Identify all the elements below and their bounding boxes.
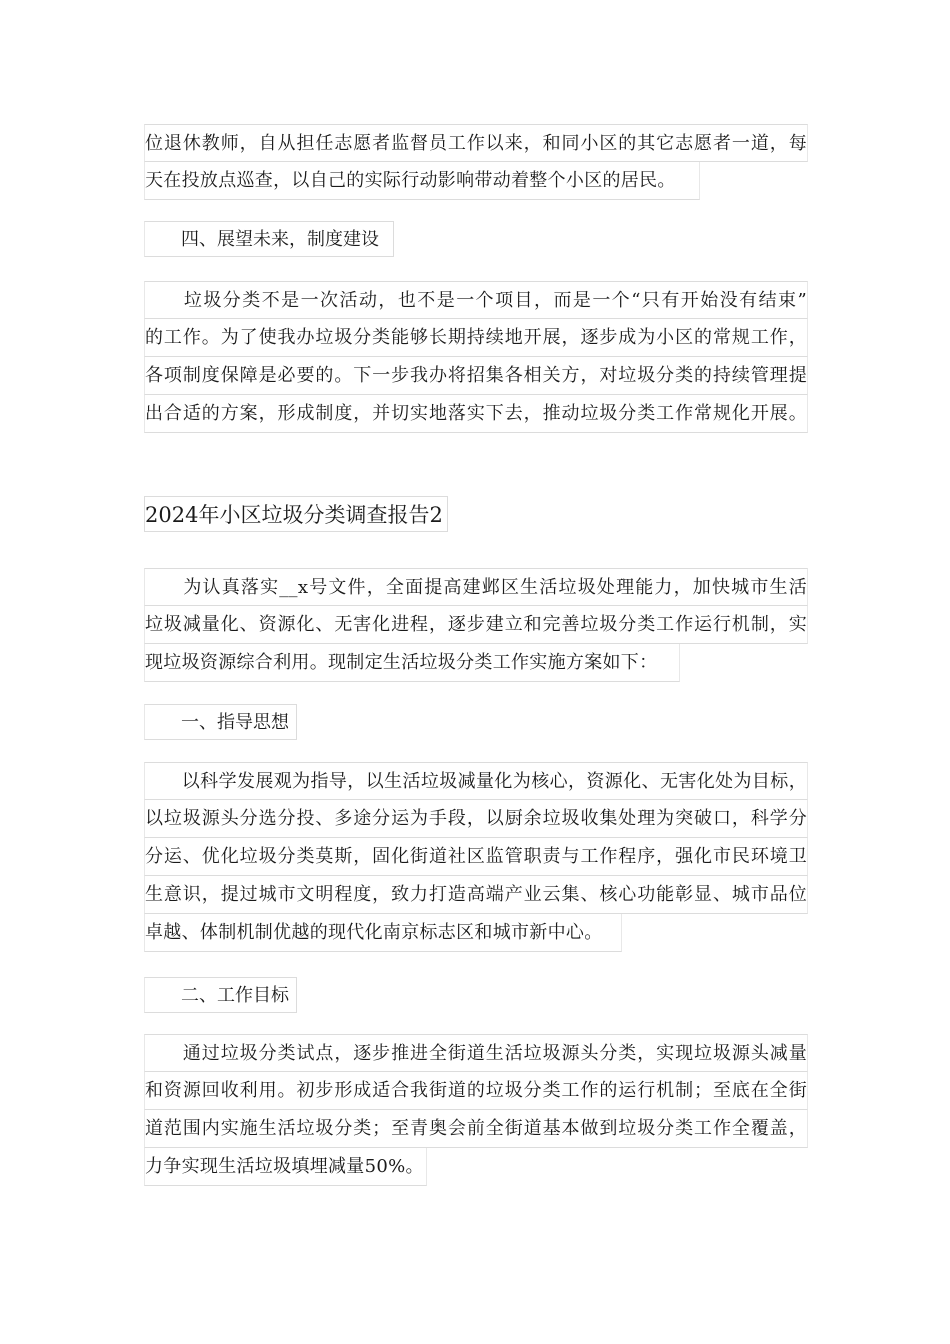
text-line: 出合适的方案，形成制度，并切实地落实下去，推动垃圾分类工作常规化开展。: [144, 395, 808, 433]
section-heading-four: 四、展望未来，制度建设: [144, 221, 394, 257]
text-line: 的工作。为了使我办垃圾分类能够长期持续地开展，逐步成为小区的常规工作，: [144, 319, 808, 357]
text-line: 生意识，提过城市文明程度，致力打造高端产业云集、核心功能彰显、城市品位: [144, 876, 808, 914]
paragraph-four: [144, 281, 808, 433]
text-line: 垃圾减量化、资源化、无害化进程，逐步建立和完善垃圾分类工作运行机制，实: [144, 606, 808, 644]
text-line: 位退休教师，自从担任志愿者监督员工作以来，和同小区的其它志愿者一道，每: [144, 124, 808, 162]
text-line: 垃圾分类不是一次活动，也不是一个项目，而是一个“只有开始没有结束”: [144, 281, 808, 319]
text-line: 天在投放点巡查，以自己的实际行动影响带动着整个小区的居民。: [144, 162, 700, 200]
text-line: 以科学发展观为指导，以生活垃圾减量化为核心，资源化、无害化处为目标，: [144, 762, 808, 800]
text-line: 力争实现生活垃圾填埋减量50%。: [144, 1148, 427, 1186]
text-line: 通过垃圾分类试点，逐步推进全街道生活垃圾源头分类，实现垃圾源头减量: [144, 1034, 808, 1072]
text-line: 分运、优化垃圾分类莫斯，固化街道社区监管职责与工作程序，强化市民环境卫: [144, 838, 808, 876]
paragraph-two: [144, 1034, 808, 1190]
report-title: 2024年小区垃圾分类调查报告2: [144, 496, 448, 532]
text-line: 以垃圾源头分选分投、多途分运为手段，以厨余垃圾收集处理为突破口，科学分: [144, 800, 808, 838]
text-line: 和资源回收利用。初步形成适合我街道的垃圾分类工作的运行机制；至底在全街: [144, 1072, 808, 1110]
paragraph-report2-intro: [144, 568, 808, 686]
text-line: 为认真落实__x号文件，全面提高建邺区生活垃圾处理能力，加快城市生活: [144, 568, 808, 606]
text-line: 道范围内实施生活垃圾分类；至青奥会前全街道基本做到垃圾分类工作全覆盖，: [144, 1110, 808, 1148]
paragraph-one: [144, 762, 808, 956]
paragraph-intro-tail: [144, 124, 808, 204]
text-line: 卓越、体制机制优越的现代化南京标志区和城市新中心。: [144, 914, 622, 952]
text-line: 现垃圾资源综合利用。现制定生活垃圾分类工作实施方案如下：: [144, 644, 680, 682]
text-line: 各项制度保障是必要的。下一步我办将招集各相关方，对垃圾分类的持续管理提: [144, 357, 808, 395]
section-heading-two: 二、工作目标: [144, 977, 297, 1013]
section-heading-one: 一、指导思想: [144, 704, 297, 740]
